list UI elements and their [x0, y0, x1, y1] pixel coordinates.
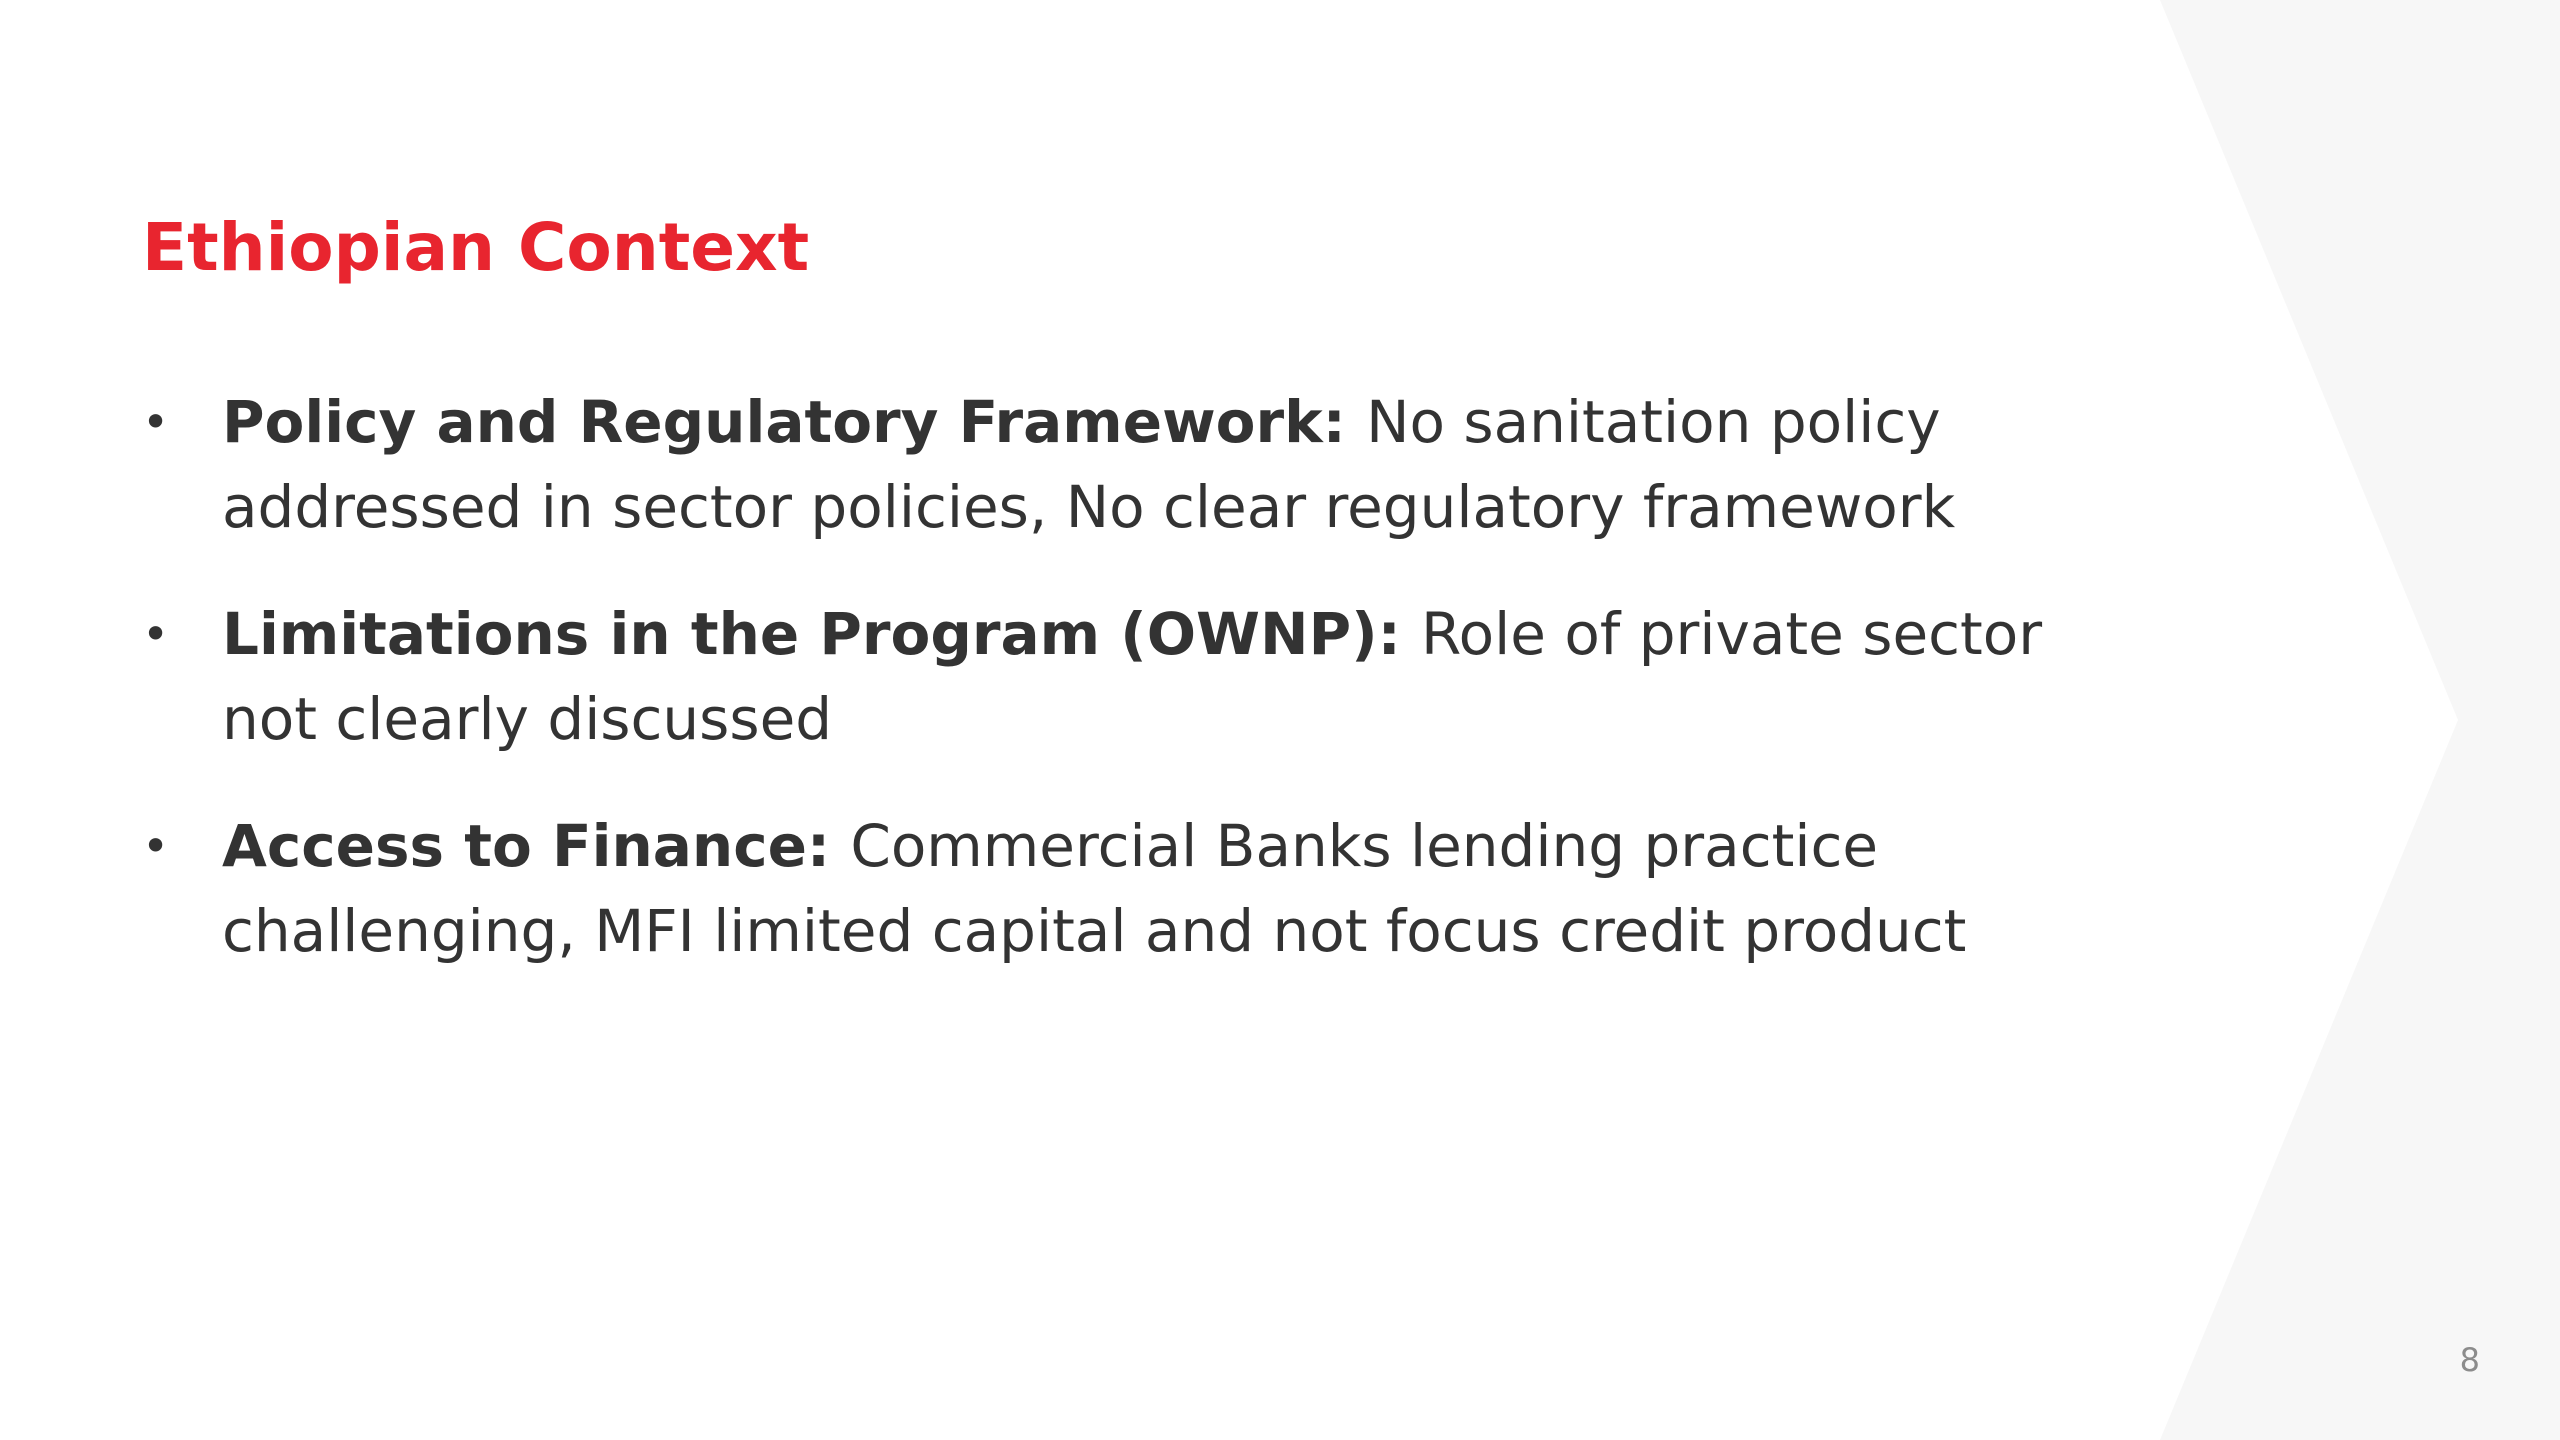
bullet-heading: Limitations in the Program (OWNP):	[222, 600, 1421, 668]
chevron-shape	[2160, 0, 2560, 1440]
bullet-icon: •	[142, 819, 170, 873]
bullet-item-limitations	[142, 592, 2142, 762]
bullet-text: Role of private sector not clearly discussed	[222, 600, 2043, 753]
slide-title: Ethiopian Context	[142, 209, 810, 286]
bullet-item-finance	[142, 804, 2142, 974]
bullet-item-policy	[142, 380, 2142, 550]
bullet-list	[142, 380, 2142, 1016]
page-number: 8	[2459, 1341, 2480, 1379]
bullet-text: Commercial Banks lending practice challenging, MFI limited capital and not focus credit product	[222, 812, 1967, 965]
bullet-heading: Policy and Regulatory Framework:	[222, 388, 1367, 456]
bullet-heading: Access to Finance:	[222, 812, 851, 880]
bullet-text: No sanitation policy addressed in sector policies, No clear regulatory framework	[222, 388, 1956, 541]
bullet-icon: •	[142, 607, 170, 661]
bullet-icon: •	[142, 395, 170, 449]
